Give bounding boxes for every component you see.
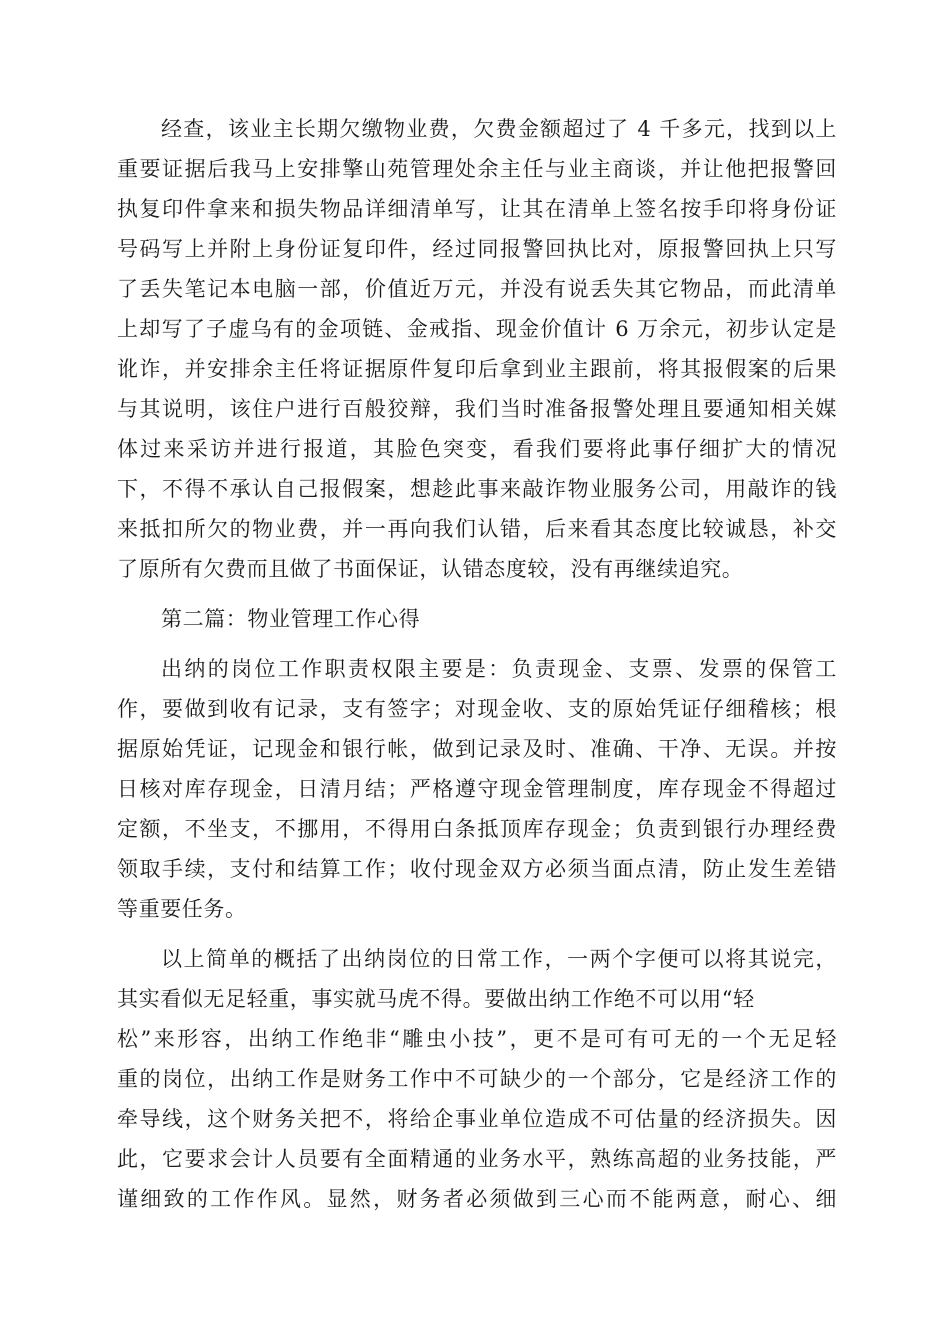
paragraph-3-line-4: 重的岗位，出纳工作是财务工作中不可缺少的一个部分，它是经济工作的 xyxy=(117,1067,837,1091)
paragraph-2-line-2: 作，要做到收有记录，支有签字；对现金收、支的原始凭证仔细稽核；根 xyxy=(117,697,837,721)
paragraph-1-line-4: 号码写上并附上身份证复印件，经过同报警回执比对，原报警回执上只写 xyxy=(117,237,837,261)
paragraph-1-line-8: 与其说明，该住户进行百般狡辩，我们当时准备报警处理且要通知相关媒 xyxy=(117,397,837,421)
paragraph-1-line-7: 讹诈，并安排余主任将证据原件复印后拿到业主跟前，将其报假案的后果 xyxy=(117,357,837,381)
paragraph-3-line-2: 其实看似无足轻重，事实就马虎不得。要做出纳工作绝不可以用“轻 xyxy=(117,987,755,1011)
paragraph-3-line-5: 牵导线，这个财务关把不，将给企事业单位造成不可估量的经济损失。因 xyxy=(117,1107,837,1131)
paragraph-1-line-12: 了原所有欠费而且做了书面保证，认错态度较，没有再继续追究。 xyxy=(117,557,744,581)
paragraph-1-line-2: 重要证据后我马上安排擎山苑管理处余主任与业主商谈，并让他把报警回 xyxy=(117,157,837,181)
paragraph-2-line-7: 等重要任务。 xyxy=(117,897,247,921)
paragraph-1-line-10: 下，不得不承认自己报假案，想趁此事来敲诈物业服务公司，用敲诈的钱 xyxy=(117,477,837,501)
paragraph-1-line-11: 来抵扣所欠的物业费，并一再向我们认错，后来看其态度比较诚恳，补交 xyxy=(117,517,837,541)
paragraph-1-line-3: 执复印件拿来和损失物品详细清单写，让其在清单上签名按手印将身份证 xyxy=(117,197,837,221)
paragraph-3-line-7: 谨细致的工作作风。显然，财务者必须做到三心而不能两意，耐心、细 xyxy=(117,1187,837,1211)
paragraph-2-line-1: 出纳的岗位工作职责权限主要是：负责现金、支票、发票的保管工 xyxy=(161,657,837,681)
paragraph-2-line-6: 领取手续，支付和结算工作；收付现金双方必须当面点清，防止发生差错 xyxy=(117,857,837,881)
paragraph-1-line-6: 上却写了子虚乌有的金项链、金戒指、现金价值计 6 万余元，初步认定是 xyxy=(117,317,837,341)
paragraph-1-line-1: 经查，该业主长期欠缴物业费，欠费金额超过了 4 千多元，找到以上 xyxy=(161,117,837,141)
section-heading: 第二篇：物业管理工作心得 xyxy=(161,607,421,631)
paragraph-2-line-5: 定额，不坐支，不挪用，不得用白条抵顶库存现金；负责到银行办理经费 xyxy=(117,817,837,841)
paragraph-3-line-1: 以上简单的概括了出纳岗位的日常工作，一两个字便可以将其说完， xyxy=(161,947,837,971)
paragraph-1-line-9: 体过来采访并进行报道，其脸色突变，看我们要将此事仔细扩大的情况 xyxy=(117,437,837,461)
paragraph-1-line-5: 了丢失笔记本电脑一部，价值近万元，并没有说丢失其它物品，而此清单 xyxy=(117,277,837,301)
paragraph-3-line-6: 此，它要求会计人员要有全面精通的业务水平，熟练高超的业务技能，严 xyxy=(117,1147,837,1171)
paragraph-2-line-4: 日核对库存现金，日清月结；严格遵守现金管理制度，库存现金不得超过 xyxy=(117,777,837,801)
paragraph-2-line-3: 据原始凭证，记现金和银行帐，做到记录及时、准确、干净、无误。并按 xyxy=(117,737,837,761)
paragraph-3-line-3: 松”来形容，出纳工作绝非“雕虫小技”，更不是可有可无的一个无足轻 xyxy=(117,1027,837,1051)
